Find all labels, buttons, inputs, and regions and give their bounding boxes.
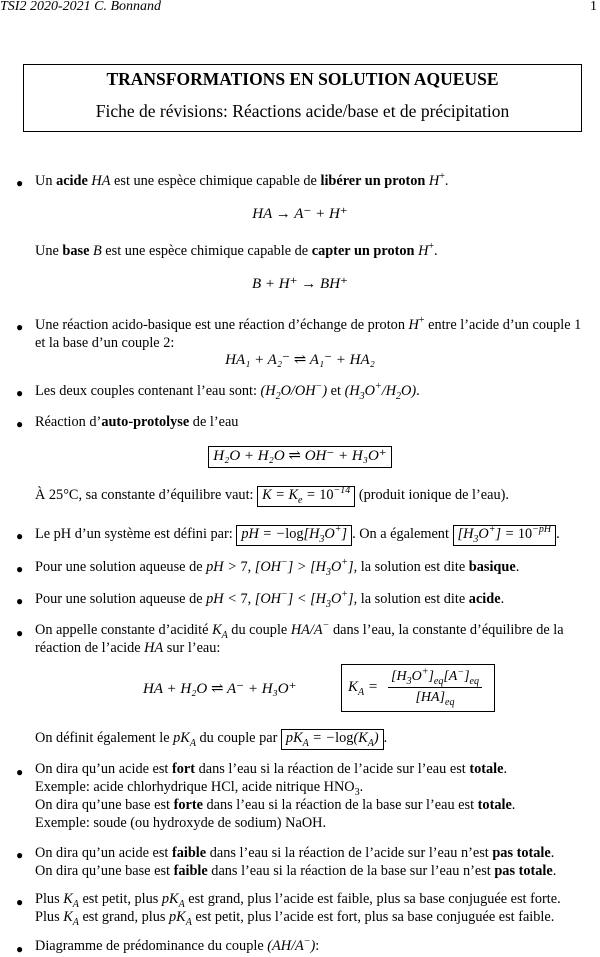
base-definition: Une base B est une espèce chimique capable de capter un proton H+. [35,241,438,259]
ke-line: À 25°C, sa constante d’équilibre vaut: $K = K_e = 10^{-14}$ (produit ionique de l’eau). [35,485,509,506]
basic-solution: Pour une solution aqueuse de pH > 7, $[OH^-] > [H_3O^+]$, la solution est dite basique. [35,557,520,578]
bullet-icon: ● [16,529,24,543]
autoprotolysis-title: Réaction d’auto-protolyse de l’eau [35,414,239,430]
strong-acid-base: On dira qu’un acide est fort dans l’eau si la réaction de l’acide sur l’eau est totale. Exemple: acide chlorhydrique HCl, acide nitrique $HNO_3$. On dira qu’une base est forte dans l’eau si la réaction de la base sur l’eau est totale. Exemple: soude (ou hydroxyde de sodium) NaOH. [35,761,516,831]
page-number: 1 [590,0,597,14]
weak-acid-base: On dira qu’un acide est faible dans l’eau si la réaction de l’acide sur l’eau n’est pas totale. On dira qu’une base est faible dans l’eau si la réaction de la base sur l’eau n’est pas totale. [35,845,557,879]
title-box [23,64,582,132]
bullet-icon: ● [16,320,24,334]
bullet-icon: ● [16,942,24,956]
acid-base-reaction: Une réaction acido-basique est une réaction d’échange de proton H+ entre l’acide d’un couple 1 et la base d’un couple 2: [35,315,582,351]
ka-reaction: HA + H₂O ⇌ A⁻ + H₃O⁺ [143,681,297,697]
page-subtitle: Fiche de révisions: Réactions acide/base et de précipitation [95,100,510,121]
bullet-icon: ● [16,895,24,909]
ph-definition: Le pH d’un système est défini par: pH = $-\log[H_3O^+]$ . On a également $[H_3O^+] = 10^{-pH}$ . [35,524,560,545]
bullet-icon: ● [16,417,24,431]
predominance-diagram: Diagramme de prédominance du couple (AH/A−): [35,936,320,954]
ka-definition: On appelle constante d’acidité $K_A$ du couple HA/A− dans l’eau, la constante d’équilibre de la réaction de l’acide HA sur l’eau: [35,620,564,656]
water-couples: Les deux couples contenant l’eau sont: $(H_2O/OH^-)$ et $(H_3O^+/H_2O)$. [35,381,420,402]
header-left: TSI2 2020-2021 C. Bonnand [0,0,161,14]
bullet-icon: ● [16,626,24,640]
exchange-equation: HA₁ + A₂⁻ ⇌ A₁⁻ + HA₂ [225,352,375,368]
acid-solution: Pour une solution aqueuse de pH < 7, $[OH^-] < [H_3O^+]$, la solution est dite acide. [35,589,505,610]
bullet-icon: ● [16,386,24,400]
bullet-icon: ● [16,176,24,190]
base-equation: B + H⁺ → BH⁺ [252,276,348,292]
bullet-icon: ● [16,848,24,862]
acid-definition: Un acide HA est une espèce chimique capable de libérer un proton H+. [35,171,449,189]
bullet-icon: ● [16,765,24,779]
acid-equation: HA → A⁻ + H⁺ [252,206,348,222]
ka-formula: $K_A$ = $\frac{[H_3O^+]_{eq}[A^-]_{eq}}{[HA]_{eq}}$ [341,664,495,712]
bullet-icon: ● [16,594,24,608]
page-title: TRANSFORMATIONS EN SOLUTION AQUEUSE [106,69,499,89]
pka-definition: On définit également le $pK_A$ du couple par $pK_A = -\log(K_A)$ . [35,730,388,749]
ka-comparison: Plus $K_A$ est petit, plus $pK_A$ est grand, plus l’acide est faible, plus sa base conjuguée est forte. Plus $K_A$ est grand, plus $pK_A$ est petit, plus l’acide est fort, plus sa base conjuguée est faible. [35,891,561,928]
autoprotolysis-equation: H₂O + H₂O ⇌ OH⁻ + H₃O⁺ [208,446,391,468]
bullet-icon: ● [16,562,24,576]
